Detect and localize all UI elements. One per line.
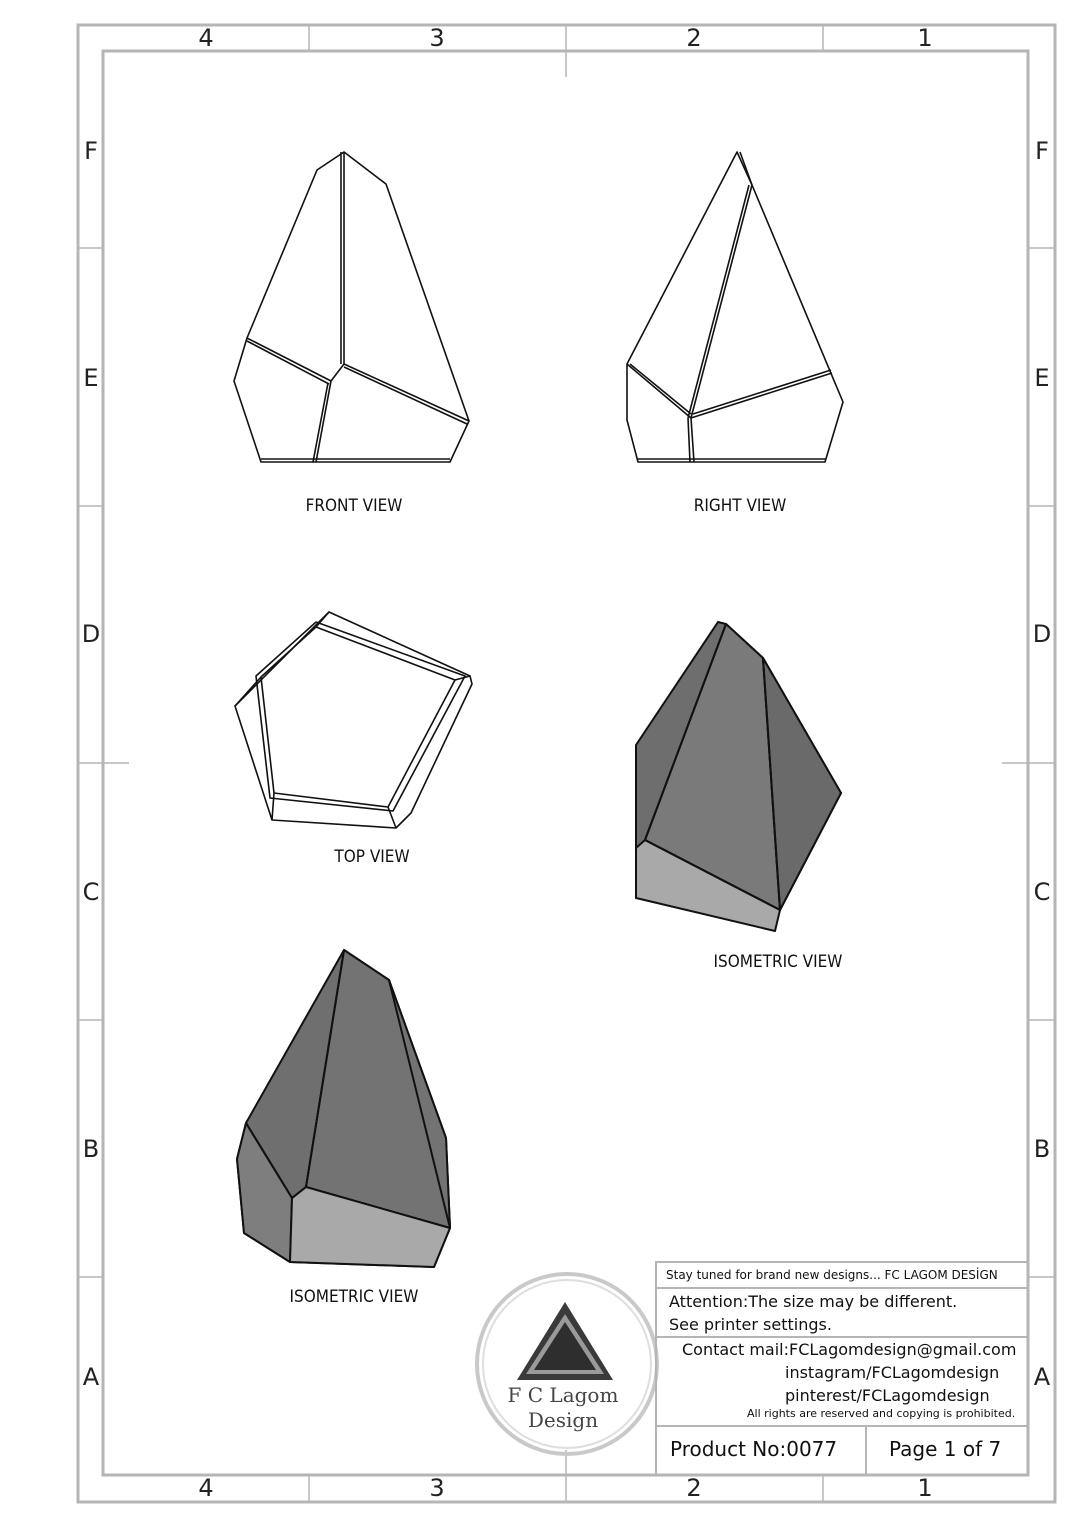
zone-col-top-2: 2 — [686, 24, 702, 52]
front-view-label: FRONT VIEW — [305, 496, 403, 516]
zone-row-right-f: F — [1035, 137, 1049, 165]
zone-row-right-e: E — [1034, 364, 1050, 392]
attention-line: Attention:The size may be different. — [669, 1292, 958, 1311]
zone-col-bottom-4: 4 — [198, 1474, 214, 1502]
zone-row-left-b: B — [82, 1135, 100, 1163]
isometric-view-right-label: ISOMETRIC VIEW — [713, 952, 843, 972]
zone-row-left-e: E — [83, 364, 99, 392]
isometric-view-right-drawing — [636, 622, 841, 931]
top-view-drawing — [235, 612, 472, 828]
zone-row-left-f: F — [84, 137, 98, 165]
zone-row-left-a: A — [82, 1363, 100, 1391]
zone-row-left-c: C — [82, 878, 100, 906]
title-block-tagline: Stay tuned for brand new designs... FC LAGOM DESİGN — [666, 1268, 998, 1282]
printer-settings-line: See printer settings. — [669, 1315, 832, 1334]
zone-row-right-d: D — [1032, 620, 1052, 648]
zone-row-right-a: A — [1033, 1363, 1051, 1391]
zone-col-top-4: 4 — [198, 24, 214, 52]
page-number: Page 1 of 7 — [889, 1437, 1002, 1461]
top-view-label: TOP VIEW — [334, 847, 410, 867]
right-view-drawing — [627, 152, 843, 462]
isometric-view-left-label: ISOMETRIC VIEW — [289, 1287, 419, 1307]
zone-row-right-b: B — [1033, 1135, 1051, 1163]
zone-col-top-1: 1 — [917, 24, 933, 52]
zone-col-bottom-1: 1 — [917, 1474, 933, 1502]
logo-text-line2: Design — [527, 1408, 599, 1432]
front-view-drawing — [234, 152, 469, 462]
pinterest-handle: pinterest/FCLagomdesign — [785, 1386, 990, 1405]
right-view-label: RIGHT VIEW — [693, 496, 787, 516]
zone-col-bottom-2: 2 — [686, 1474, 702, 1502]
instagram-handle: instagram/FCLagomdesign — [785, 1363, 1000, 1382]
zone-row-right-c: C — [1033, 878, 1051, 906]
rights-notice: All rights are reserved and copying is prohibited. — [747, 1407, 1016, 1420]
zone-col-bottom-3: 3 — [429, 1474, 445, 1502]
logo-text-line1: F C Lagom — [507, 1383, 619, 1407]
zone-col-top-3: 3 — [429, 24, 445, 52]
isometric-view-left-drawing — [237, 950, 450, 1267]
product-number: Product No:0077 — [670, 1437, 838, 1461]
zone-row-left-d: D — [81, 620, 101, 648]
contact-mail: Contact mail:FCLagomdesign@gmail.com — [682, 1340, 1017, 1359]
